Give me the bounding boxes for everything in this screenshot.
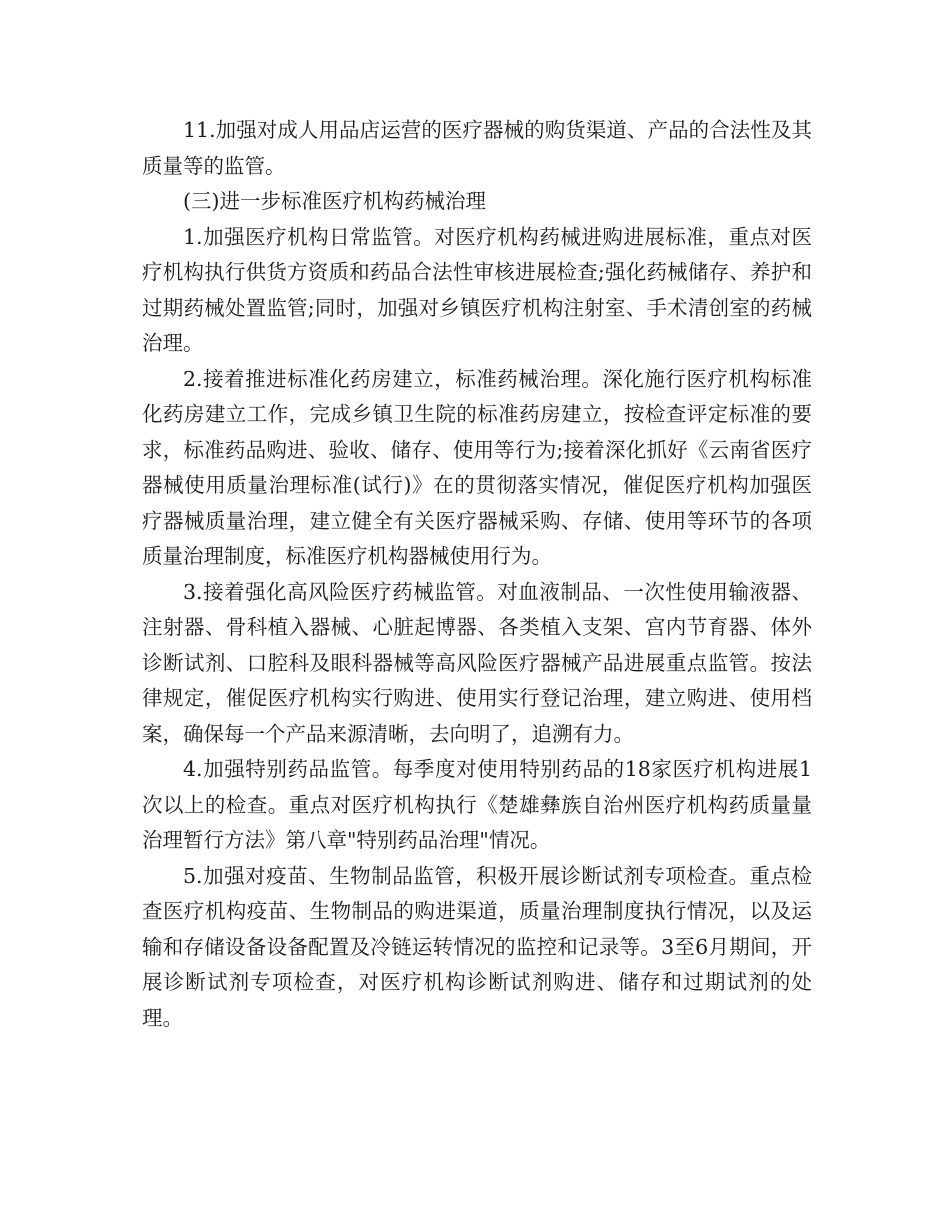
paragraph-item-2: 2.接着推进标准化药房建立，标准药械治理。深化施行医疗机构标准化药房建立工作，完成乡镇卫生院的标准药房建立，按检查评定标准的要求，标准药品购进、验收、储存、使用等行为;接着深化抓好《云南省医疗器械使用质量治理标准(试行)》在的贯彻落实情况，催促医疗机构加强医疗器械质量治理，建立健全有关医疗器械采购、存储、使用等环节的各项质量治理制度，标准医疗机构器械使用行为。 bbox=[142, 366, 812, 568]
document-body bbox=[142, 113, 812, 1036]
paragraph-item-1: 1.加强医疗机构日常监管。对医疗机构药械进购进展标准，重点对医疗机构执行供货方资质和药品合法性审核进展检查;强化药械储存、养护和过期药械处置监管;同时，加强对乡镇医疗机构注射室、手术清创室的药械治理。 bbox=[142, 224, 812, 355]
section-heading-3: (三)进一步标准医疗机构药械治理 bbox=[183, 189, 486, 213]
paragraph-item-3: 3.接着强化高风险医疗药械监管。对血液制品、一次性使用输液器、注射器、骨科植入器械、心脏起博器、各类植入支架、宫内节育器、体外诊断试剂、口腔科及眼科器械等高风险医疗器械产品进展重点监管。按法律规定，催促医疗机构实行购进、使用实行登记治理，建立购进、使用档案，确保每一个产品来源清晰，去向明了，追溯有力。 bbox=[142, 579, 812, 746]
paragraph-item-11: 11.加强对成人用品店运营的医疗器械的购货渠道、产品的合法性及其质量等的监管。 bbox=[142, 118, 812, 178]
paragraph-item-5: 5.加强对疫苗、生物制品监管，积极开展诊断试剂专项检查。重点检查医疗机构疫苗、生物制品的购进渠道，质量治理制度执行情况，以及运输和存储设备设备配置及冷链运转情况的监控和记录等。3至6月期间，开展诊断试剂专项检查，对医疗机构诊断试剂购进、储存和过期试剂的处理。 bbox=[142, 863, 812, 1030]
paragraph-item-4: 4.加强特别药品监管。每季度对使用特别药品的18家医疗机构进展1次以上的检查。重点对医疗机构执行《楚雄彝族自治州医疗机构药质量量治理暂行方法》第八章"特别药品治理"情况。 bbox=[142, 757, 812, 852]
